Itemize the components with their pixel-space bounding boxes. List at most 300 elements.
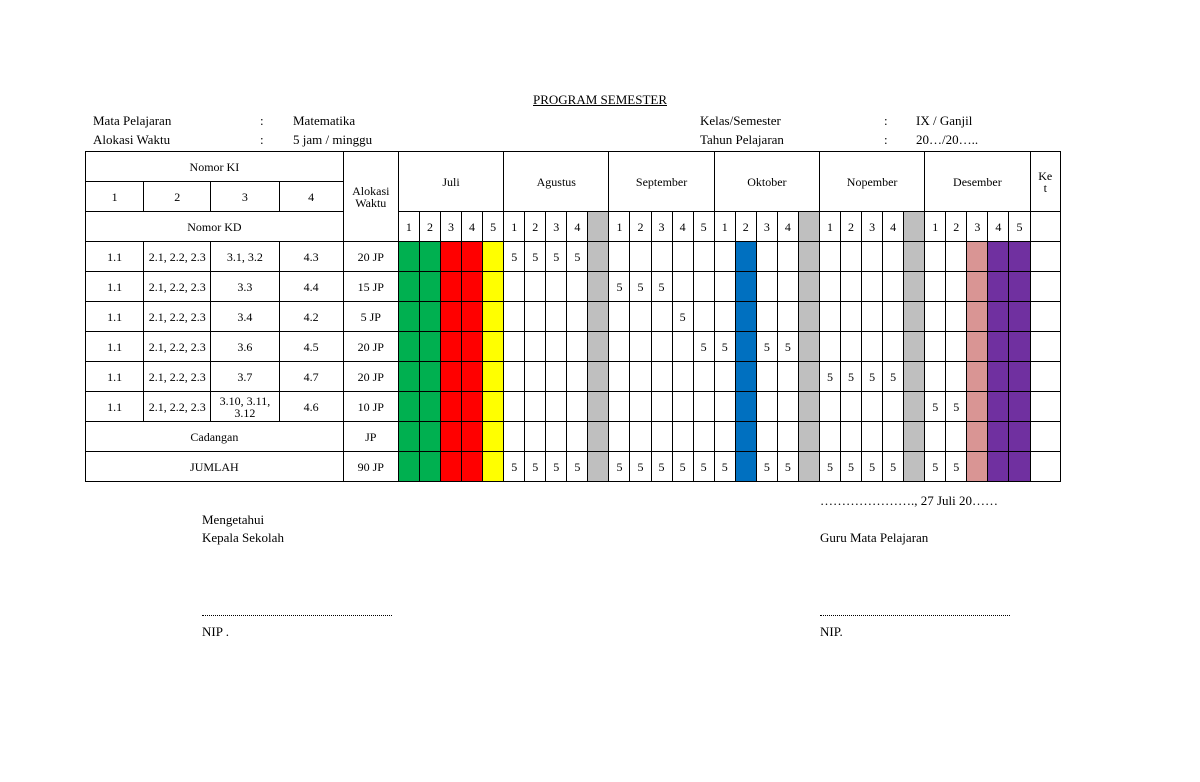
row-week-cell: [546, 332, 567, 362]
cadangan-row: [86, 422, 1061, 452]
row-week-cell: [946, 272, 967, 302]
row-week-cell: [672, 272, 693, 302]
jumlah-week-cell: 5: [841, 452, 862, 482]
row-week-cell: [609, 392, 630, 422]
row-week-cell: [862, 242, 883, 272]
row-week-cell: [504, 392, 525, 422]
row-week-cell: [1009, 392, 1030, 422]
row-week-cell: [841, 302, 862, 332]
cadangan-week-cell: [967, 422, 988, 452]
row-week-cell: [988, 302, 1009, 332]
row-week-cell: [819, 302, 840, 332]
ket-cell: [1030, 392, 1060, 422]
row-week-cell: [440, 272, 461, 302]
row-week-cell: [567, 302, 588, 332]
row-week-cell: [483, 392, 504, 422]
row-week-cell: [525, 392, 546, 422]
jumlah-week-cell: [462, 452, 483, 482]
row-week-cell: [546, 272, 567, 302]
row-week-cell: [946, 362, 967, 392]
row-week-cell: [777, 362, 798, 392]
row-week-cell: [988, 332, 1009, 362]
ket-cell: [1030, 272, 1060, 302]
ki1-cell: 1.1: [86, 332, 144, 362]
row-week-cell: [967, 392, 988, 422]
week-header: 1: [609, 212, 630, 242]
signature-line-left: [202, 615, 392, 616]
jumlah-week-cell: 5: [777, 452, 798, 482]
cadangan-week-cell: [904, 422, 925, 452]
week-header: 3: [756, 212, 777, 242]
row-week-cell: [1009, 272, 1030, 302]
ki1-cell: 1.1: [86, 392, 144, 422]
cadangan-label: Cadangan: [86, 422, 344, 452]
row-week-cell: [756, 302, 777, 332]
cadangan-week-cell: [946, 422, 967, 452]
jumlah-week-cell: 5: [862, 452, 883, 482]
row-week-cell: 5: [546, 242, 567, 272]
week-header: 3: [651, 212, 672, 242]
row-week-cell: [672, 362, 693, 392]
colon: :: [884, 113, 888, 128]
row-week-cell: 5: [946, 392, 967, 422]
row-week-cell: [651, 362, 672, 392]
row-week-cell: [819, 392, 840, 422]
cadangan-week-cell: [672, 422, 693, 452]
ket-cell: [1030, 362, 1060, 392]
row-week-cell: [672, 332, 693, 362]
row-week-cell: [630, 332, 651, 362]
row-week-cell: [483, 242, 504, 272]
row-week-cell: 5: [883, 362, 904, 392]
row-week-cell: 5: [609, 272, 630, 302]
alokasi-cell: 15 JP: [343, 272, 398, 302]
row-week-cell: [672, 392, 693, 422]
row-week-cell: [567, 332, 588, 362]
row-week-cell: [588, 332, 609, 362]
row-week-cell: [819, 332, 840, 362]
alokasi-cell: 10 JP: [343, 392, 398, 422]
row-week-cell: [398, 362, 419, 392]
row-week-cell: [714, 242, 735, 272]
row-week-cell: [735, 362, 756, 392]
row-week-cell: [756, 362, 777, 392]
ki-column-3: 3: [211, 182, 279, 212]
alokasi-waktu-label: Alokasi Waktu: [93, 132, 171, 147]
row-week-cell: [567, 272, 588, 302]
row-week-cell: [883, 392, 904, 422]
colon: :: [260, 132, 264, 147]
cadangan-week-cell: [651, 422, 672, 452]
month-header-september: September: [609, 152, 714, 212]
row-week-cell: [1009, 242, 1030, 272]
jumlah-week-cell: 5: [525, 452, 546, 482]
row-week-cell: 5: [925, 392, 946, 422]
row-week-cell: [841, 272, 862, 302]
row-week-cell: [483, 332, 504, 362]
row-week-cell: [419, 362, 440, 392]
jumlah-week-cell: 5: [693, 452, 714, 482]
row-week-cell: [841, 332, 862, 362]
row-week-cell: [546, 362, 567, 392]
row-week-cell: [504, 302, 525, 332]
row-week-cell: 5: [714, 332, 735, 362]
row-week-cell: [798, 362, 819, 392]
cadangan-week-cell: [398, 422, 419, 452]
row-week-cell: 5: [651, 272, 672, 302]
ki3-cell: 3.7: [211, 362, 279, 392]
nip-right: NIP.: [820, 624, 843, 639]
row-week-cell: [630, 392, 651, 422]
row-week-cell: 5: [630, 272, 651, 302]
row-week-cell: [1009, 332, 1030, 362]
week-header: 1: [504, 212, 525, 242]
row-week-cell: [609, 242, 630, 272]
table-row: [86, 332, 1061, 362]
row-week-cell: 5: [693, 332, 714, 362]
ki4-cell: 4.4: [279, 272, 343, 302]
ki-column-1: 1: [86, 182, 144, 212]
ki2-cell: 2.1, 2.2, 2.3: [144, 272, 211, 302]
row-week-cell: [1009, 302, 1030, 332]
alokasi-cell: 20 JP: [343, 242, 398, 272]
row-week-cell: [525, 362, 546, 392]
row-week-cell: [1009, 362, 1030, 392]
ki1-cell: 1.1: [86, 302, 144, 332]
week-header: 4: [988, 212, 1009, 242]
row-week-cell: [525, 302, 546, 332]
row-week-cell: [440, 242, 461, 272]
row-week-cell: [988, 242, 1009, 272]
row-week-cell: [651, 332, 672, 362]
cadangan-week-cell: [777, 422, 798, 452]
ki2-cell: 2.1, 2.2, 2.3: [144, 362, 211, 392]
ket-cell: [1030, 422, 1060, 452]
jumlah-week-cell: [904, 452, 925, 482]
row-week-cell: [988, 392, 1009, 422]
alokasi-cell: 20 JP: [343, 332, 398, 362]
kelas-semester-value: IX / Ganjil: [916, 113, 973, 128]
row-week-cell: [798, 272, 819, 302]
row-week-cell: [419, 272, 440, 302]
alokasi-cell: 5 JP: [343, 302, 398, 332]
ki3-cell: 3.3: [211, 272, 279, 302]
jumlah-week-cell: 5: [672, 452, 693, 482]
document-title: PROGRAM SEMESTER: [533, 92, 667, 107]
ki3-cell: 3.6: [211, 332, 279, 362]
ki3-cell: 3.1, 3.2: [211, 242, 279, 272]
jumlah-week-cell: 5: [630, 452, 651, 482]
week-header: 4: [672, 212, 693, 242]
kelas-semester-label: Kelas/Semester: [700, 113, 781, 128]
week-header: 2: [946, 212, 967, 242]
row-week-cell: [419, 332, 440, 362]
row-week-cell: [567, 362, 588, 392]
week-header: 1: [925, 212, 946, 242]
alokasi-cell: 20 JP: [343, 362, 398, 392]
week-header: 1: [819, 212, 840, 242]
ki2-cell: 2.1, 2.2, 2.3: [144, 392, 211, 422]
cadangan-week-cell: [546, 422, 567, 452]
row-week-cell: [988, 362, 1009, 392]
row-week-cell: [798, 332, 819, 362]
cadangan-jp: JP: [343, 422, 398, 452]
row-week-cell: [798, 242, 819, 272]
row-week-cell: [462, 362, 483, 392]
ki2-cell: 2.1, 2.2, 2.3: [144, 242, 211, 272]
cadangan-week-cell: [1009, 422, 1030, 452]
week-header: 3: [862, 212, 883, 242]
jumlah-week-cell: 5: [925, 452, 946, 482]
ki4-cell: 4.7: [279, 362, 343, 392]
row-week-cell: [735, 302, 756, 332]
row-week-cell: [419, 392, 440, 422]
row-week-cell: [883, 302, 904, 332]
week-header: 2: [735, 212, 756, 242]
week-header: 2: [419, 212, 440, 242]
ki1-cell: 1.1: [86, 242, 144, 272]
row-week-cell: [946, 302, 967, 332]
row-week-cell: [504, 272, 525, 302]
cadangan-week-cell: [525, 422, 546, 452]
week-header: 5: [693, 212, 714, 242]
row-week-cell: [735, 332, 756, 362]
row-week-cell: [904, 332, 925, 362]
row-week-cell: [398, 302, 419, 332]
week-header: 3: [440, 212, 461, 242]
jumlah-row: [86, 452, 1061, 482]
row-week-cell: [819, 242, 840, 272]
row-week-cell: [504, 332, 525, 362]
row-week-cell: [967, 272, 988, 302]
week-header: 4: [462, 212, 483, 242]
row-week-cell: 5: [841, 362, 862, 392]
row-week-cell: [714, 272, 735, 302]
ki2-cell: 2.1, 2.2, 2.3: [144, 302, 211, 332]
row-week-cell: [483, 362, 504, 392]
row-week-cell: [609, 302, 630, 332]
row-week-cell: [609, 362, 630, 392]
row-week-cell: [419, 302, 440, 332]
row-week-cell: [483, 302, 504, 332]
week-header: 5: [1009, 212, 1030, 242]
row-week-cell: [588, 362, 609, 392]
week-header: 2: [525, 212, 546, 242]
ki4-cell: 4.3: [279, 242, 343, 272]
jumlah-week-cell: 5: [609, 452, 630, 482]
row-week-cell: [630, 362, 651, 392]
row-week-cell: 5: [504, 242, 525, 272]
jumlah-label: JUMLAH: [86, 452, 344, 482]
row-week-cell: 5: [819, 362, 840, 392]
row-week-cell: [693, 242, 714, 272]
row-week-cell: [756, 392, 777, 422]
row-week-cell: [925, 242, 946, 272]
row-week-cell: 5: [777, 332, 798, 362]
row-week-cell: [798, 392, 819, 422]
row-week-cell: [588, 242, 609, 272]
row-week-cell: [630, 302, 651, 332]
row-week-cell: [967, 332, 988, 362]
row-week-cell: [588, 272, 609, 302]
row-week-cell: [398, 332, 419, 362]
row-week-cell: [798, 302, 819, 332]
ki1-cell: 1.1: [86, 362, 144, 392]
jumlah-week-cell: [735, 452, 756, 482]
row-week-cell: [904, 272, 925, 302]
row-week-cell: [756, 272, 777, 302]
row-week-cell: [693, 302, 714, 332]
month-header-desember: Desember: [925, 152, 1030, 212]
row-week-cell: [967, 302, 988, 332]
cadangan-week-cell: [567, 422, 588, 452]
cadangan-week-cell: [819, 422, 840, 452]
row-week-cell: [883, 242, 904, 272]
row-week-cell: [756, 242, 777, 272]
week-header: [798, 212, 819, 242]
row-week-cell: [925, 272, 946, 302]
ki4-cell: 4.2: [279, 302, 343, 332]
cadangan-week-cell: [462, 422, 483, 452]
row-week-cell: [398, 392, 419, 422]
row-week-cell: [398, 242, 419, 272]
row-week-cell: [504, 362, 525, 392]
row-week-cell: [440, 392, 461, 422]
table-row: [86, 392, 1061, 422]
kepala-sekolah-text: Kepala Sekolah: [202, 530, 284, 545]
row-week-cell: [462, 302, 483, 332]
jumlah-week-cell: [798, 452, 819, 482]
ki3-cell: 3.4: [211, 302, 279, 332]
ket-cell: [1030, 452, 1060, 482]
jumlah-week-cell: 5: [651, 452, 672, 482]
row-week-cell: [693, 362, 714, 392]
row-week-cell: [462, 242, 483, 272]
month-header-oktober: Oktober: [714, 152, 819, 212]
week-header: 4: [567, 212, 588, 242]
jumlah-week-cell: 5: [756, 452, 777, 482]
jumlah-week-cell: [440, 452, 461, 482]
row-week-cell: [525, 332, 546, 362]
week-header: 1: [398, 212, 419, 242]
row-week-cell: 5: [756, 332, 777, 362]
row-week-cell: 5: [525, 242, 546, 272]
row-week-cell: [483, 272, 504, 302]
row-week-cell: [693, 392, 714, 422]
row-week-cell: [883, 272, 904, 302]
cadangan-week-cell: [609, 422, 630, 452]
row-week-cell: [693, 272, 714, 302]
ket-label: Ket: [1038, 168, 1053, 195]
ket-cell: [1030, 302, 1060, 332]
row-week-cell: [651, 392, 672, 422]
week-header: 3: [967, 212, 988, 242]
row-week-cell: [588, 392, 609, 422]
week-header: [904, 212, 925, 242]
row-week-cell: [440, 332, 461, 362]
cadangan-week-cell: [693, 422, 714, 452]
table-row: [86, 242, 1061, 272]
jumlah-week-cell: [419, 452, 440, 482]
jumlah-week-cell: [967, 452, 988, 482]
mata-pelajaran-value: Matematika: [293, 113, 356, 128]
row-week-cell: [777, 272, 798, 302]
cadangan-week-cell: [419, 422, 440, 452]
jumlah-week-cell: 5: [546, 452, 567, 482]
cadangan-week-cell: [588, 422, 609, 452]
week-header: 2: [630, 212, 651, 242]
guru-mapel-text: Guru Mata Pelajaran: [820, 530, 929, 545]
cadangan-week-cell: [440, 422, 461, 452]
row-week-cell: [777, 242, 798, 272]
cadangan-week-cell: [483, 422, 504, 452]
row-week-cell: [672, 242, 693, 272]
row-week-cell: [714, 392, 735, 422]
row-week-cell: [735, 242, 756, 272]
nomor-kd-header: Nomor KD: [86, 212, 344, 242]
ki1-cell: 1.1: [86, 272, 144, 302]
row-week-cell: [398, 272, 419, 302]
row-week-cell: [419, 242, 440, 272]
row-week-cell: [714, 362, 735, 392]
tahun-pelajaran-label: Tahun Pelajaran: [700, 132, 784, 147]
row-week-cell: [862, 302, 883, 332]
month-header-agustus: Agustus: [504, 152, 609, 212]
row-week-cell: [735, 272, 756, 302]
week-header: 5: [483, 212, 504, 242]
alokasi-waktu-header: Alokasi Waktu: [343, 152, 398, 242]
jumlah-jp: 90 JP: [343, 452, 398, 482]
cadangan-week-cell: [756, 422, 777, 452]
ki2-cell: 2.1, 2.2, 2.3: [144, 332, 211, 362]
jumlah-week-cell: 5: [567, 452, 588, 482]
row-week-cell: [904, 242, 925, 272]
row-week-cell: [946, 242, 967, 272]
cadangan-week-cell: [883, 422, 904, 452]
program-semester-table: [85, 151, 1061, 482]
row-week-cell: [904, 392, 925, 422]
row-week-cell: [819, 272, 840, 302]
row-week-cell: [651, 302, 672, 332]
date-line: …………………., 27 Juli 20……: [820, 493, 999, 508]
ki4-cell: 4.6: [279, 392, 343, 422]
row-week-cell: [735, 392, 756, 422]
row-week-cell: [609, 332, 630, 362]
ket-cell: [1030, 332, 1060, 362]
row-week-cell: [462, 332, 483, 362]
ket-cell: [1030, 242, 1060, 272]
row-week-cell: [883, 332, 904, 362]
row-week-cell: [440, 302, 461, 332]
ki-column-4: 4: [279, 182, 343, 212]
row-week-cell: [862, 392, 883, 422]
row-week-cell: [841, 392, 862, 422]
cadangan-week-cell: [925, 422, 946, 452]
row-week-cell: [546, 302, 567, 332]
ket-header: [1030, 152, 1060, 212]
cadangan-week-cell: [735, 422, 756, 452]
row-week-cell: [904, 302, 925, 332]
ket-cell: [1030, 212, 1060, 242]
row-week-cell: [546, 392, 567, 422]
row-week-cell: [462, 272, 483, 302]
jumlah-week-cell: 5: [883, 452, 904, 482]
row-week-cell: [946, 332, 967, 362]
row-week-cell: [462, 392, 483, 422]
jumlah-week-cell: 5: [714, 452, 735, 482]
row-week-cell: [841, 242, 862, 272]
row-week-cell: [525, 272, 546, 302]
